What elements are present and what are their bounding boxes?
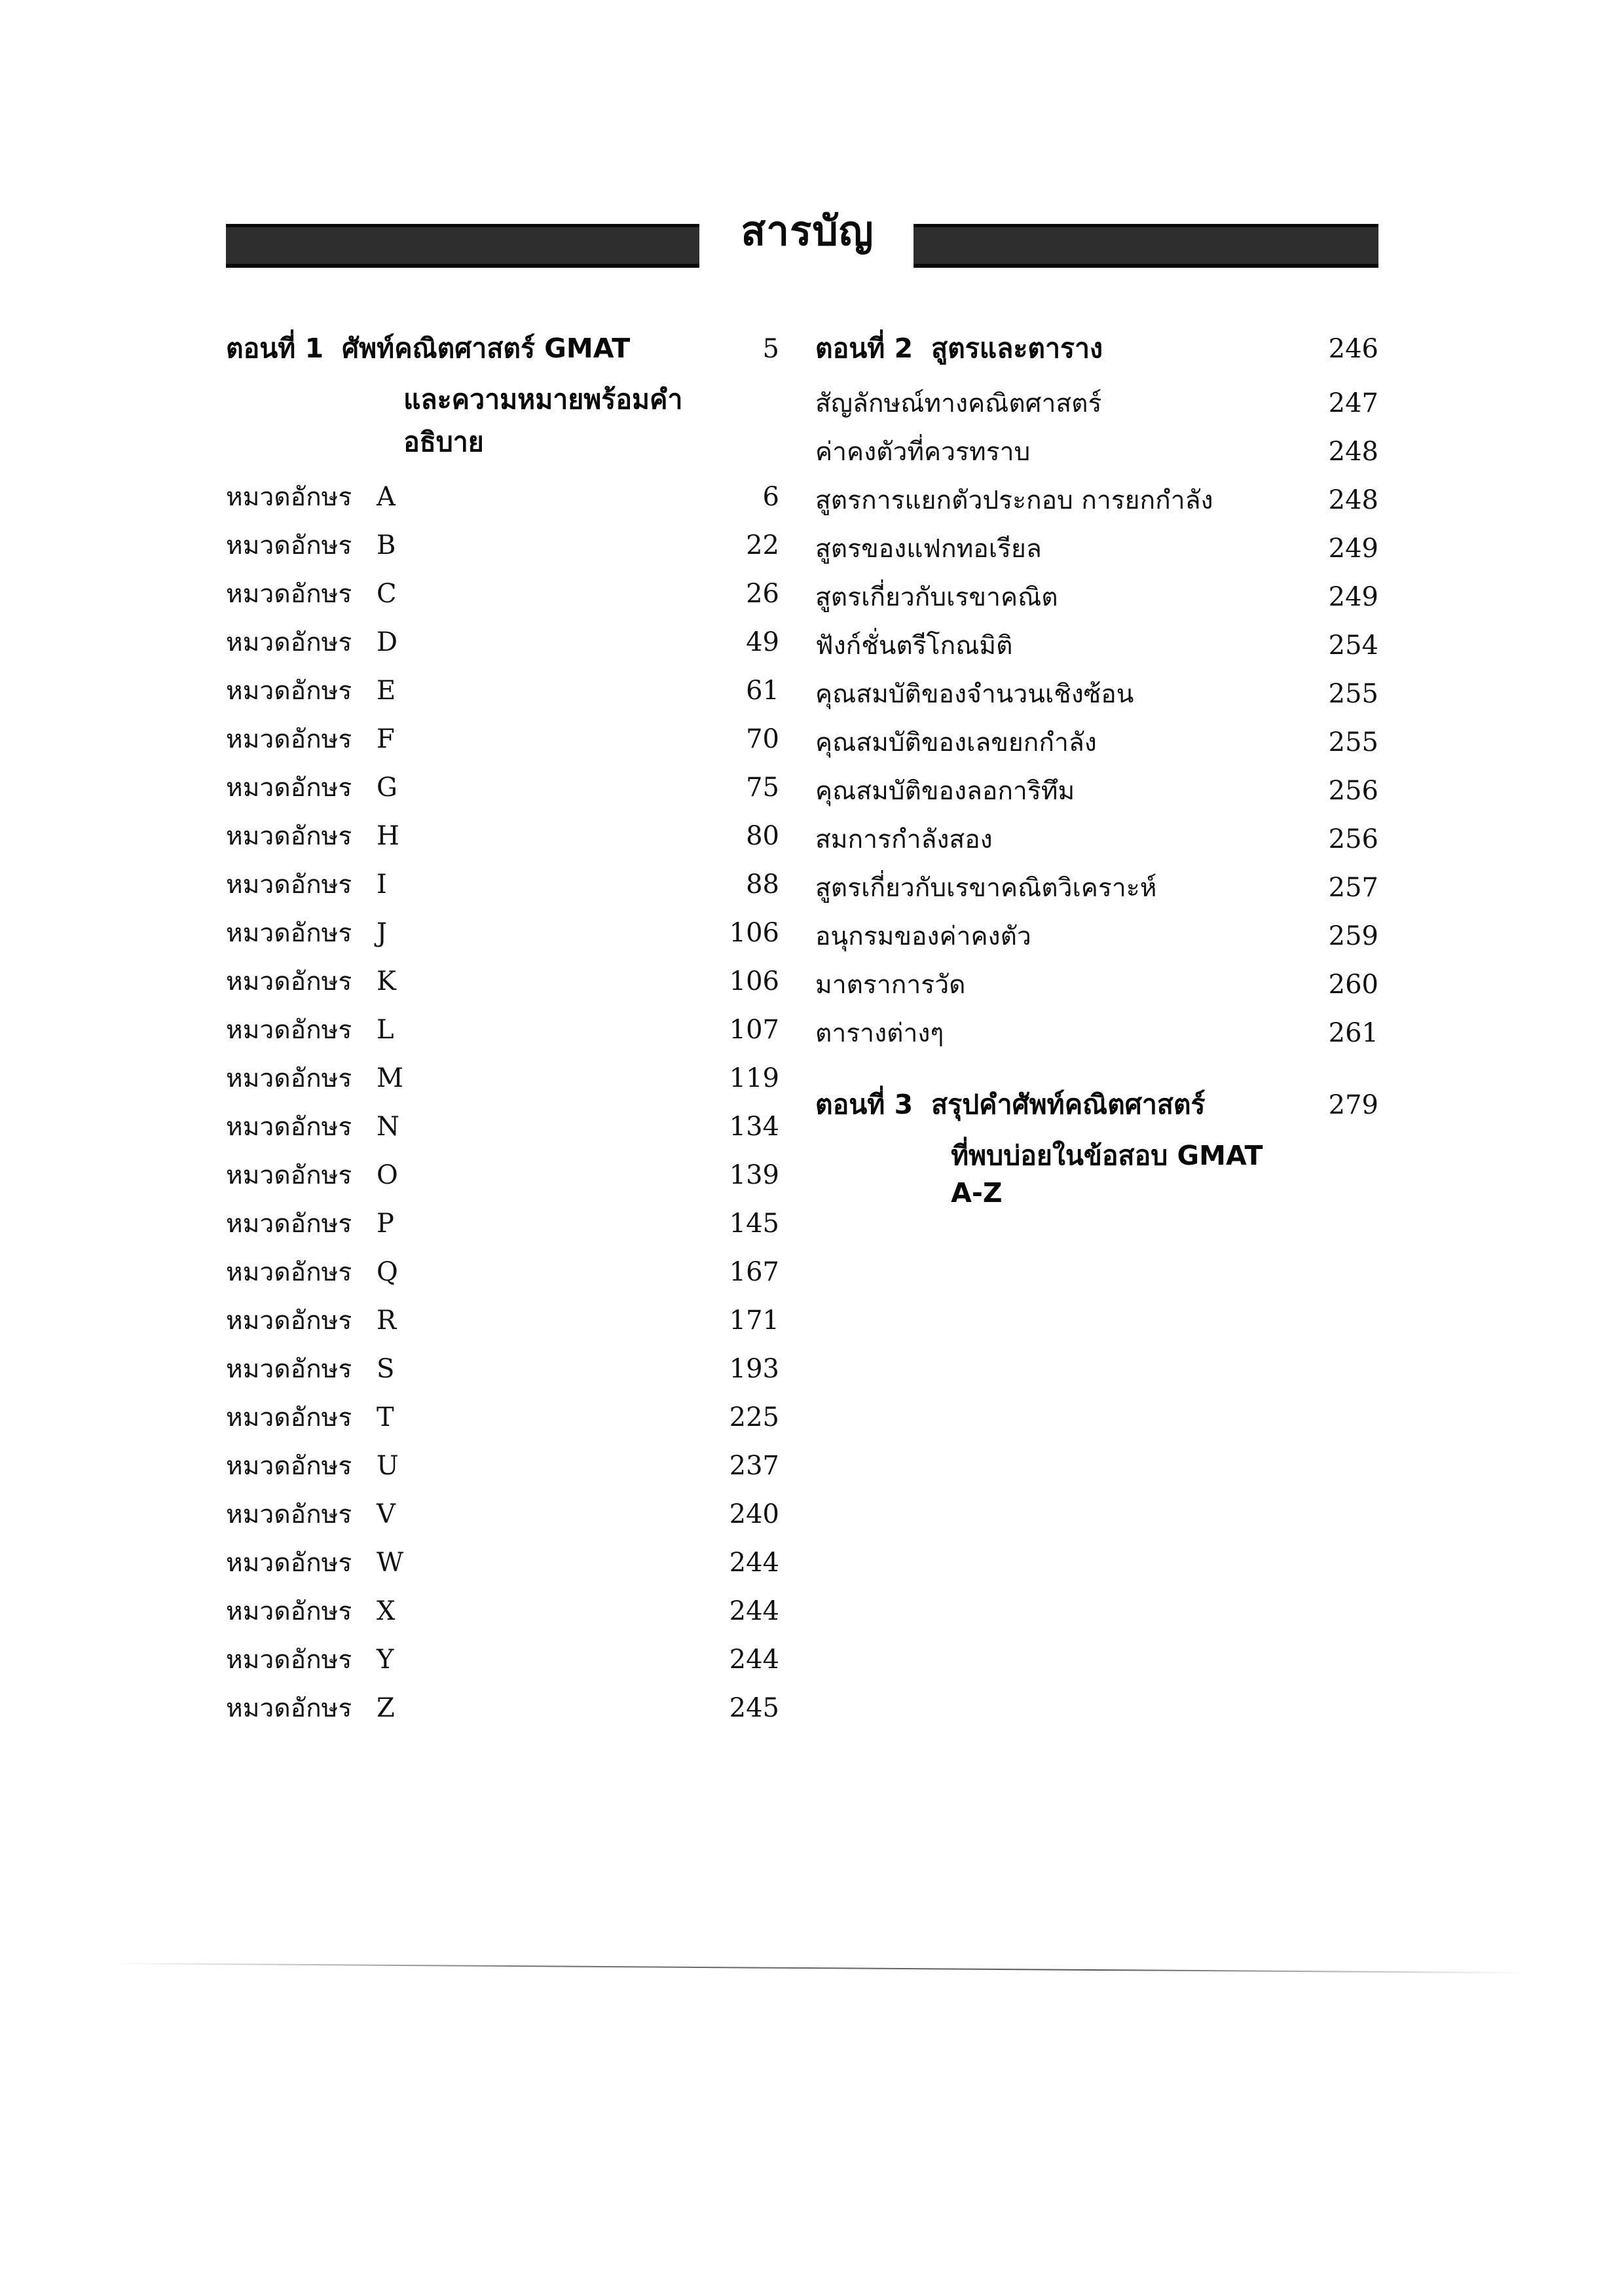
toc-entry-q[interactable] — [226, 1252, 779, 1300]
entry-category-label: หมวดอักษร — [226, 822, 352, 851]
entry-category-label: หมวดอักษร — [226, 1645, 352, 1675]
toc-entry-k[interactable] — [226, 961, 779, 1010]
entry-letter: M — [377, 1063, 403, 1093]
toc-right-column — [815, 327, 1378, 1212]
entry-category-label: หมวดอักษร — [226, 1306, 352, 1336]
entry-category-label: หมวดอักษร — [226, 1161, 352, 1190]
entry-letter: E — [377, 676, 396, 706]
entry-category-label: หมวดอักษร — [226, 1500, 352, 1529]
entry-page: 106 — [729, 966, 779, 996]
entry-letter: H — [377, 821, 399, 851]
entry-page: 106 — [729, 918, 779, 948]
entry-page: 119 — [729, 1063, 779, 1093]
entry-letter: Q — [377, 1257, 398, 1287]
entry-page: 26 — [746, 579, 779, 609]
entry-page: 255 — [1328, 679, 1378, 709]
entry-category-label: หมวดอักษร — [226, 1355, 352, 1384]
toc-entry-n[interactable] — [226, 1106, 779, 1155]
toc-entry-s[interactable] — [226, 1349, 779, 1397]
part-1-title-line1: ศัพท์คณิตศาสตร์ GMAT — [342, 333, 631, 364]
entry-category-label: หมวดอักษร — [226, 1403, 352, 1432]
entry-page: 244 — [729, 1548, 779, 1578]
toc-entry-v[interactable] — [226, 1494, 779, 1542]
entry-category-label: หมวดอักษร — [226, 531, 352, 560]
entry-category-label: หมวดอักษร — [226, 1015, 352, 1045]
toc-entry-p[interactable] — [226, 1203, 779, 1252]
part-3-page: 279 — [1328, 1090, 1378, 1120]
entry-page: 107 — [729, 1015, 779, 1045]
toc-entry-logarithm-properties[interactable] — [815, 771, 1378, 819]
entry-letter: X — [377, 1596, 396, 1626]
part-3-title — [913, 1084, 1293, 1209]
toc-entry-series-constants[interactable] — [815, 916, 1378, 964]
toc-entry-b[interactable] — [226, 525, 779, 574]
toc-entry-tables[interactable] — [815, 1013, 1378, 1061]
entry-page: 247 — [1328, 388, 1378, 418]
entry-letter: J — [377, 918, 388, 948]
title-rule-right — [913, 224, 1378, 268]
entry-page: 22 — [746, 530, 779, 560]
entry-letter: K — [377, 966, 396, 996]
entry-label: สูตรเกี่ยวกับเรขาคณิต — [815, 583, 1058, 612]
entry-page: 261 — [1328, 1018, 1378, 1048]
entry-page: 244 — [729, 1596, 779, 1626]
entry-page: 256 — [1328, 776, 1378, 806]
entry-page: 244 — [729, 1645, 779, 1675]
part-3-label: ตอนที่ 3 — [815, 1089, 913, 1120]
entry-letter: N — [377, 1112, 399, 1142]
entry-letter: D — [377, 627, 398, 657]
toc-entry-h[interactable] — [226, 816, 779, 864]
toc-entry-l[interactable] — [226, 1010, 779, 1058]
entry-category-label: หมวดอักษร — [226, 1597, 352, 1626]
entry-letter: O — [377, 1160, 398, 1190]
toc-entry-analytic-geometry[interactable] — [815, 867, 1378, 916]
part-2-title-line1: สูตรและตาราง — [931, 333, 1103, 364]
part-3-title-line2: ที่พบบ่อยในข้อสอบ GMAT A-Z — [951, 1140, 1263, 1209]
entry-page: 49 — [746, 627, 779, 657]
entry-category-label: หมวดอักษร — [226, 870, 352, 900]
entry-page: 193 — [729, 1354, 779, 1384]
entry-category-label: หมวดอักษร — [226, 483, 352, 512]
part-3-title-line1: สรุปคำศัพท์คณิตศาสตร์ — [931, 1089, 1206, 1120]
entry-label: ตารางต่างๆ — [815, 1019, 944, 1048]
entry-letter: S — [377, 1354, 395, 1384]
entry-label: คุณสมบัติของเลขยกกำลัง — [815, 728, 1097, 757]
entry-category-label: หมวดอักษร — [226, 1209, 352, 1239]
toc-entry-u[interactable] — [226, 1446, 779, 1494]
entry-label: คุณสมบัติของจำนวนเชิงซ้อน — [815, 680, 1134, 709]
entry-page: 255 — [1328, 727, 1378, 757]
entry-page: 6 — [762, 482, 779, 512]
toc-left-column — [226, 327, 779, 1736]
toc-entry-x[interactable] — [226, 1591, 779, 1639]
entry-letter: P — [377, 1209, 394, 1239]
entry-letter: F — [377, 724, 395, 754]
entry-label: สมการกำลังสอง — [815, 825, 993, 854]
toc-entry-measurement-units[interactable] — [815, 964, 1378, 1013]
entry-label: สัญลักษณ์ทางคณิตศาสตร์ — [815, 389, 1102, 418]
entry-category-label: หมวดอักษร — [226, 1451, 352, 1481]
entry-letter: W — [377, 1548, 404, 1578]
entry-category-label: หมวดอักษร — [226, 1258, 352, 1287]
part-1-page: 5 — [762, 334, 779, 364]
entry-page: 249 — [1328, 534, 1378, 564]
entry-label: สูตรของแฟกทอเรียล — [815, 534, 1042, 564]
entry-page: 249 — [1328, 582, 1378, 612]
entry-letter: I — [377, 869, 387, 900]
toc-entry-math-symbols[interactable] — [815, 383, 1378, 431]
part-3-gap — [815, 1061, 1378, 1084]
entry-letter: Z — [377, 1693, 395, 1723]
toc-entry-exponent-properties[interactable] — [815, 722, 1378, 771]
part-2-page: 246 — [1328, 334, 1378, 364]
toc-entry-a[interactable] — [226, 477, 779, 525]
entry-letter: R — [377, 1305, 397, 1336]
entry-category-label: หมวดอักษร — [226, 1548, 352, 1578]
entry-letter: L — [377, 1015, 394, 1045]
entry-page: 139 — [729, 1160, 779, 1190]
entry-page: 61 — [746, 676, 779, 706]
entry-page: 254 — [1328, 630, 1378, 661]
part-2-label: ตอนที่ 2 — [815, 333, 913, 364]
toc-entry-c[interactable] — [226, 574, 779, 622]
entry-label: สูตรการแยกตัวประกอบ การยกกำลัง — [815, 486, 1213, 515]
title-rule-left — [226, 224, 699, 268]
toc-entry-f[interactable] — [226, 719, 779, 767]
entry-page: 134 — [729, 1112, 779, 1142]
part-2-heading[interactable] — [815, 327, 1378, 370]
entry-letter: G — [377, 773, 397, 803]
toc-entry-m[interactable] — [226, 1058, 779, 1106]
entry-category-label: หมวดอักษร — [226, 676, 352, 706]
toc-entry-e[interactable] — [226, 670, 779, 719]
entry-page: 237 — [729, 1451, 779, 1481]
toc-entry-r[interactable] — [226, 1300, 779, 1349]
entry-page: 75 — [746, 773, 779, 803]
toc-entry-factoring-exponents[interactable] — [815, 480, 1378, 528]
entry-letter: A — [377, 482, 396, 512]
toc-entry-factorial[interactable] — [815, 528, 1378, 577]
entry-letter: B — [377, 530, 396, 560]
entry-category-label: หมวดอักษร — [226, 725, 352, 754]
entry-page: 145 — [729, 1209, 779, 1239]
toc-entry-complex-numbers[interactable] — [815, 674, 1378, 722]
entry-letter: V — [377, 1499, 396, 1529]
entry-page: 88 — [746, 869, 779, 900]
entry-label: ค่าคงตัวที่ควรทราบ — [815, 437, 1031, 467]
entry-page: 167 — [729, 1257, 779, 1287]
toc-entry-o[interactable] — [226, 1155, 779, 1203]
entry-category-label: หมวดอักษร — [226, 628, 352, 657]
entry-label: สูตรเกี่ยวกับเรขาคณิตวิเคราะห์ — [815, 873, 1157, 903]
scan-artifact-line — [111, 1963, 1526, 1973]
toc-entry-t[interactable] — [226, 1397, 779, 1446]
right-column-spacer — [815, 374, 1378, 383]
entry-label: คุณสมบัติของลอการิทึม — [815, 776, 1075, 806]
page-title: สารบัญ — [741, 207, 874, 255]
part-1-title-line2: และความหมายพร้อมคำอธิบาย — [403, 384, 683, 458]
toc-entry-constants[interactable] — [815, 431, 1378, 480]
entry-letter: C — [377, 579, 397, 609]
toc-title-band — [0, 207, 1624, 282]
entry-letter: T — [377, 1402, 394, 1432]
toc-entry-g[interactable] — [226, 767, 779, 816]
toc-entry-d[interactable] — [226, 622, 779, 670]
entry-page: 259 — [1328, 921, 1378, 951]
part-1-label: ตอนที่ 1 — [226, 333, 324, 364]
entry-letter: U — [377, 1451, 399, 1481]
entry-page: 225 — [729, 1402, 779, 1432]
toc-entry-z[interactable] — [226, 1688, 779, 1736]
entry-letter: Y — [377, 1645, 394, 1675]
toc-entry-w[interactable] — [226, 1542, 779, 1591]
toc-entry-trigonometry[interactable] — [815, 625, 1378, 674]
part-1-heading[interactable] — [226, 327, 779, 464]
toc-entry-geometry-formulas[interactable] — [815, 577, 1378, 625]
entry-category-label: หมวดอักษร — [226, 1112, 352, 1142]
part-1-title — [323, 327, 694, 464]
entry-category-label: หมวดอักษร — [226, 919, 352, 948]
toc-entry-j[interactable] — [226, 913, 779, 961]
entry-category-label: หมวดอักษร — [226, 1064, 352, 1093]
entry-page: 171 — [729, 1305, 779, 1336]
entry-page: 248 — [1328, 437, 1378, 467]
left-column-spacer — [226, 467, 779, 477]
entry-page: 257 — [1328, 873, 1378, 903]
entry-page: 245 — [729, 1693, 779, 1723]
toc-entry-y[interactable] — [226, 1639, 779, 1688]
toc-entry-i[interactable] — [226, 864, 779, 913]
part-3-heading[interactable] — [815, 1084, 1378, 1209]
part-2-title — [913, 327, 1293, 370]
entry-page: 248 — [1328, 485, 1378, 515]
entry-label: มาตราการวัด — [815, 970, 966, 1000]
entry-page: 260 — [1328, 970, 1378, 1000]
entry-page: 240 — [729, 1499, 779, 1529]
entry-category-label: หมวดอักษร — [226, 773, 352, 803]
entry-category-label: หมวดอักษร — [226, 579, 352, 609]
entry-page: 70 — [746, 724, 779, 754]
entry-page: 80 — [746, 821, 779, 851]
entry-category-label: หมวดอักษร — [226, 967, 352, 996]
entry-page: 256 — [1328, 824, 1378, 854]
entry-label: อนุกรมของค่าคงตัว — [815, 922, 1031, 951]
entry-category-label: หมวดอักษร — [226, 1694, 352, 1723]
toc-entry-quadratic-equation[interactable] — [815, 819, 1378, 867]
entry-label: ฟังก์ชั่นตรีโกณมิติ — [815, 631, 1013, 661]
